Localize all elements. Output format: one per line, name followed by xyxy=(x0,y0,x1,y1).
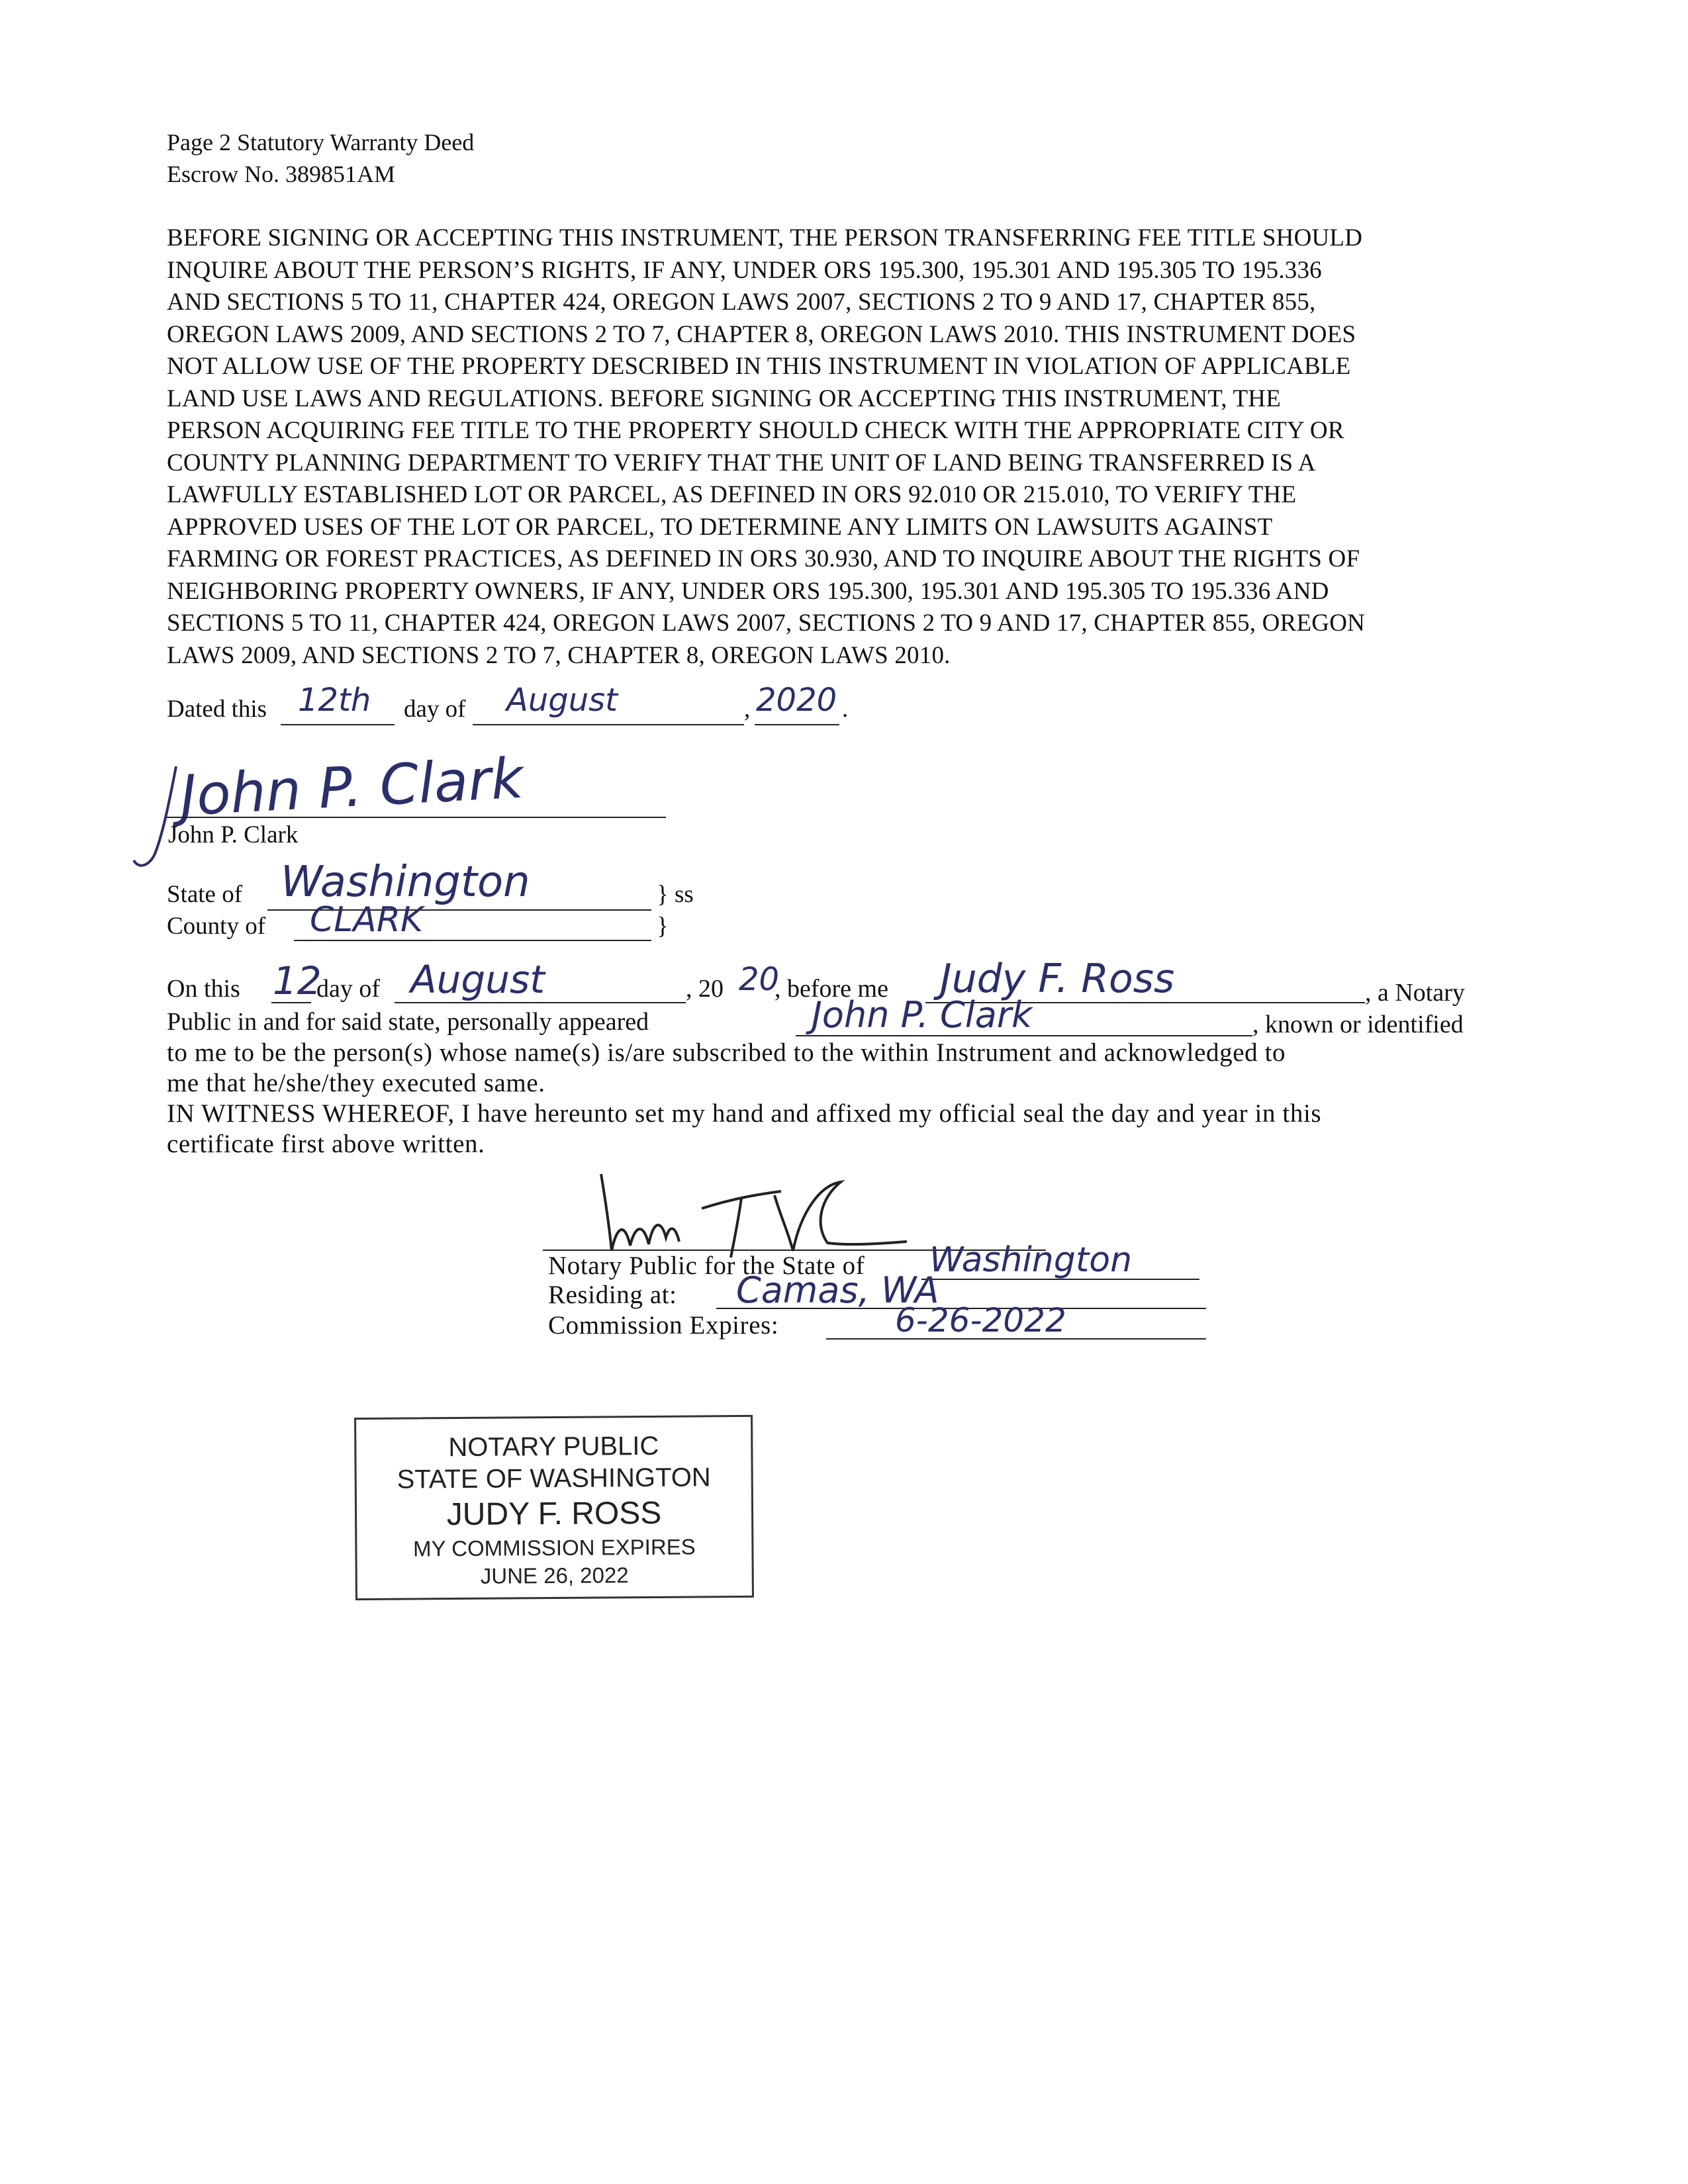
stamp-line-1: NOTARY PUBLIC xyxy=(448,1431,659,1463)
dated-label: Dated this xyxy=(167,696,267,723)
notary-state-handwritten: Washington xyxy=(929,1240,1133,1280)
dated-period: . xyxy=(842,696,849,723)
warning-line: COUNTY PLANNING DEPARTMENT TO VERIFY THAT THE UNIT OF LAND BEING TRANSFERRED IS A xyxy=(167,449,1316,477)
escrow-number: Escrow No. 389851AM xyxy=(167,161,395,187)
warning-line: LAWFULLY ESTABLISHED LOT OR PARCEL, AS DEFINED IN ORS 92.010 OR 215.010, TO VERIFY THE xyxy=(167,481,1297,508)
venue-state-label: State of xyxy=(167,881,243,908)
dated-day-handwritten: 12th xyxy=(298,682,371,719)
ack-day-handwritten: 12 xyxy=(273,958,322,1003)
warning-line: OREGON LAWS 2009, AND SECTIONS 2 TO 7, CHAPTER 8, OREGON LAWS 2010. THIS INSTRUMENT DOES xyxy=(167,320,1356,348)
ack-year-handwritten: 20 xyxy=(739,961,780,998)
warning-line: INQUIRE ABOUT THE PERSON’S RIGHTS, IF ANY, UNDER ORS 195.300, 195.301 AND 195.305 TO 195.336 xyxy=(167,256,1322,284)
grantor-signature-line xyxy=(167,817,666,818)
ack-known: , known or identified xyxy=(1252,1011,1464,1038)
warning-line: NEIGHBORING PROPERTY OWNERS, IF ANY, UNDER ORS 195.300, 195.301 AND 195.305 TO 195.336 AND xyxy=(167,577,1329,605)
warning-line: NOT ALLOW USE OF THE PROPERTY DESCRIBED IN THIS INSTRUMENT IN VIOLATION OF APPLICABLE xyxy=(167,353,1351,380)
header-title: Page 2 Statutory Warranty Deed xyxy=(167,129,475,156)
ack-line-4: me that he/she/they executed same. xyxy=(167,1069,545,1097)
dated-year-handwritten: 2020 xyxy=(756,682,837,719)
ack-line-6: certificate first above written. xyxy=(167,1130,485,1158)
notary-expires-label: Commission Expires: xyxy=(548,1311,779,1340)
venue-county-handwritten: CLARK xyxy=(310,900,424,940)
stamp-line-4: MY COMMISSION EXPIRES xyxy=(412,1534,696,1561)
venue-county-label: County of xyxy=(167,913,266,940)
ack-year-prefix: , 20 xyxy=(686,975,724,1003)
warning-line: LAWS 2009, AND SECTIONS 2 TO 7, CHAPTER 8, OREGON LAWS 2010. xyxy=(167,641,951,669)
ack-a-notary: , a Notary xyxy=(1365,979,1465,1007)
warning-line: APPROVED USES OF THE LOT OR PARCEL, TO DETERMINE ANY LIMITS ON LAWSUITS AGAINST xyxy=(167,513,1273,541)
dated-month-handwritten: August xyxy=(506,682,618,719)
stamp-line-5: JUNE 26, 2022 xyxy=(480,1563,629,1588)
dated-comma: , xyxy=(744,696,751,723)
ack-dayof-label: day of xyxy=(316,975,381,1003)
grantor-printed-name: John P. Clark xyxy=(168,821,299,848)
venue-state-handwritten: Washington xyxy=(281,858,530,907)
venue-county-line xyxy=(294,940,651,941)
dated-year-line xyxy=(755,724,839,725)
ack-appeared-handwritten: John P. Clark xyxy=(812,994,1033,1036)
notary-public-label: Notary Public for the State of xyxy=(548,1251,865,1280)
dated-day-line xyxy=(281,724,395,725)
notary-residing-label: Residing at: xyxy=(548,1281,677,1309)
stamp-line-3: JUDY F. ROSS xyxy=(446,1495,662,1533)
dated-dayof-label: day of xyxy=(404,696,466,723)
warning-line: PERSON ACQUIRING FEE TITLE TO THE PROPERTY SHOULD CHECK WITH THE APPROPRIATE CITY OR xyxy=(167,417,1344,444)
ack-notary-handwritten: Judy F. Ross xyxy=(940,956,1175,1002)
ack-before-me: , before me xyxy=(774,975,888,1003)
warning-line: LAND USE LAWS AND REGULATIONS. BEFORE SIGNING OR ACCEPTING THIS INSTRUMENT, THE xyxy=(167,385,1282,412)
warning-line: SECTIONS 5 TO 11, CHAPTER 424, OREGON LAWS 2007, SECTIONS 2 TO 9 AND 17, CHAPTER 855, OREGON xyxy=(167,610,1366,637)
ack-public-line: Public in and for said state, personally appeared xyxy=(167,1008,649,1036)
ack-on-this: On this xyxy=(167,975,240,1003)
venue-ss: } ss xyxy=(657,881,694,908)
ack-month-line xyxy=(395,1002,686,1003)
grantor-signature: John P. Clark xyxy=(178,745,525,829)
warning-line: AND SECTIONS 5 TO 11, CHAPTER 424, OREGON LAWS 2007, SECTIONS 2 TO 9 AND 17, CHAPTER 855, xyxy=(167,289,1316,316)
notary-expires-handwritten: 6-26-2022 xyxy=(895,1301,1066,1340)
ack-month-handwritten: August xyxy=(410,957,545,1002)
dated-month-line xyxy=(473,724,744,725)
statutory-warning xyxy=(167,222,1530,672)
warning-line: FARMING OR FOREST PRACTICES, AS DEFINED IN ORS 30.930, AND TO INQUIRE ABOUT THE RIGHTS OF xyxy=(167,545,1360,572)
ack-line-3: to me to be the person(s) whose name(s) is/are subscribed to the within Instrument and acknowledged to xyxy=(167,1038,1286,1067)
notary-residing-handwritten: Camas, WA xyxy=(736,1269,939,1311)
venue-brace: } xyxy=(657,913,669,940)
stamp-line-2: STATE OF WASHINGTON xyxy=(397,1463,711,1494)
warning-line: BEFORE SIGNING OR ACCEPTING THIS INSTRUMENT, THE PERSON TRANSFERRING FEE TITLE SHOULD xyxy=(167,224,1363,251)
ack-line-5: IN WITNESS WHEREOF, I have hereunto set my hand and affixed my official seal the day and year in this xyxy=(167,1099,1322,1128)
notary-stamp xyxy=(354,1415,754,1600)
